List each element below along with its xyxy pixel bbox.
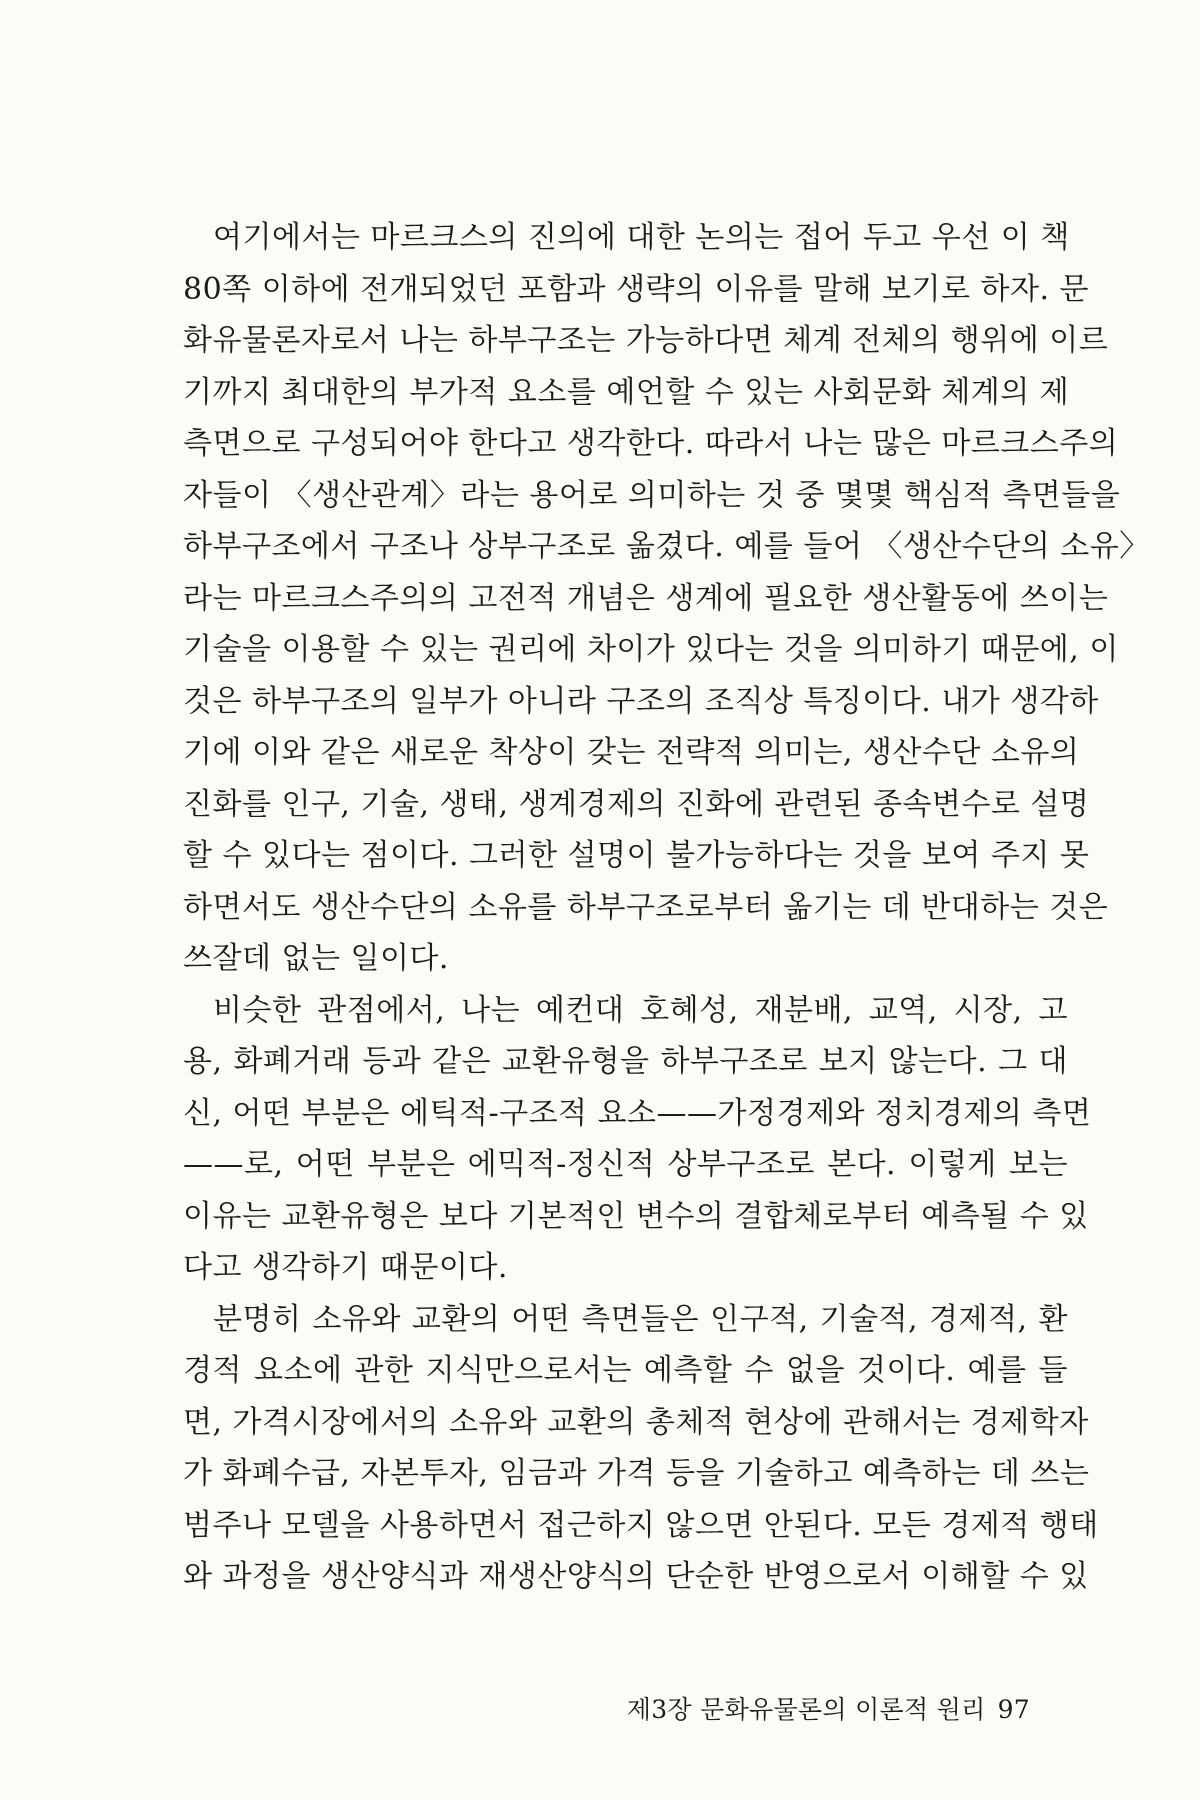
paragraph-2-line: 신, 어떤 부분은 에틱적-구조적 요소——가정경제와 정치경제의 측면 — [183, 1095, 1092, 1131]
paragraph-1-line: 기술을 이용할 수 있는 권리에 차이가 있다는 것을 의미하기 때문에, 이 — [183, 632, 1119, 667]
paragraph-1-line: 라는 마르크스주의의 고전적 개념은 생계에 필요한 생산활동에 쓰이는 — [183, 580, 1109, 616]
paragraph-1-line: 화유물론자로서 나는 하부구조는 가능하다면 체계 전체의 행위에 이르 — [183, 323, 1109, 358]
paragraph-2-line: 다고 생각하기 때문이다. — [183, 1250, 508, 1285]
paragraph-3-line: 경적 요소에 관한 지식만으로서는 예측할 수 없을 것이다. 예를 들 — [183, 1353, 1068, 1388]
paragraph-1-line: 여기에서는 마르크스의 진의에 대한 논의는 접어 두고 우선 이 책 — [213, 220, 1070, 255]
paragraph-3-line: 와 과정을 생산양식과 재생산양식의 단순한 반영으로서 이해할 수 있 — [183, 1559, 1089, 1594]
paragraph-1-line: 쓰잘데 없는 일이다. — [183, 941, 449, 976]
paragraph-2-line: 용, 화폐거래 등과 같은 교환유형을 하부구조로 보지 않는다. 그 대 — [183, 1044, 1068, 1079]
paragraph-1-line: 기에 이와 같은 새로운 착상이 갖는 전략적 의미는, 생산수단 소유의 — [183, 735, 1080, 770]
paragraph-2-line: 이유는 교환유형은 보다 기본적인 변수의 결합체로부터 예측될 수 있 — [183, 1198, 1089, 1234]
paragraph-1-line: 하면서도 생산수단의 소유를 하부구조로부터 옮기는 데 반대하는 것은 — [183, 889, 1109, 925]
paragraph-1-line: 하부구조에서 구조나 상부구조로 옮겼다. 예를 들어 〈생산수단의 소유〉 — [183, 529, 1150, 564]
paragraph-3-line: 범주나 모델을 사용하면서 접근하지 않으면 안된다. 모든 경제적 행태 — [183, 1507, 1099, 1543]
paragraph-1-line: 할 수 있다는 점이다. 그러한 설명이 불가능하다는 것을 보여 주지 못 — [183, 838, 1090, 873]
paragraph-1-line: 기까지 최대한의 부가적 요소를 예언할 수 있는 사회문화 체계의 제 — [183, 374, 1070, 410]
paragraph-1-line: 측면으로 구성되어야 한다고 생각한다. 따라서 나는 많은 마르크스주의 — [183, 426, 1119, 461]
running-chapter-title: 제3장 문화유물론의 이론적 원리 — [626, 1695, 986, 1724]
paragraph-1-line: 80쪽 이하에 전개되었던 포함과 생략의 이유를 말해 보기로 하자. 문 — [183, 271, 1090, 307]
paragraph-1-line: 것은 하부구조의 일부가 아니라 구조의 조직상 특징이다. 내가 생각하 — [183, 683, 1099, 719]
paragraph-3-line: 가 화폐수급, 자본투자, 임금과 가격 등을 기술하고 예측하는 데 쓰는 — [183, 1456, 1090, 1491]
paragraph-2-line: 비슷한 관점에서, 나는 예컨대 호혜성, 재분배, 교역, 시장, 고 — [213, 992, 1068, 1028]
page-footer — [627, 1690, 1030, 1726]
page-number: 97 — [997, 1695, 1030, 1724]
paragraph-1-line: 진화를 인구, 기술, 생태, 생계경제의 진화에 관련된 종속변수로 설명 — [183, 786, 1090, 822]
paragraph-3-line: 분명히 소유와 교환의 어떤 측면들은 인구적, 기술적, 경제적, 환 — [213, 1301, 1068, 1337]
paragraph-2-line: ——로, 어떤 부분은 에믹적-정신적 상부구조로 본다. 이렇게 보는 — [183, 1147, 1068, 1182]
paragraph-1-line: 자들이 〈생산관계〉라는 용어로 의미하는 것 중 몇몇 핵심적 측면들을 — [183, 477, 1121, 513]
body-text — [183, 212, 1150, 1603]
paragraph-3-line: 면, 가격시장에서의 소유와 교환의 총체적 현상에 관해서는 경제학자 — [183, 1404, 1089, 1440]
